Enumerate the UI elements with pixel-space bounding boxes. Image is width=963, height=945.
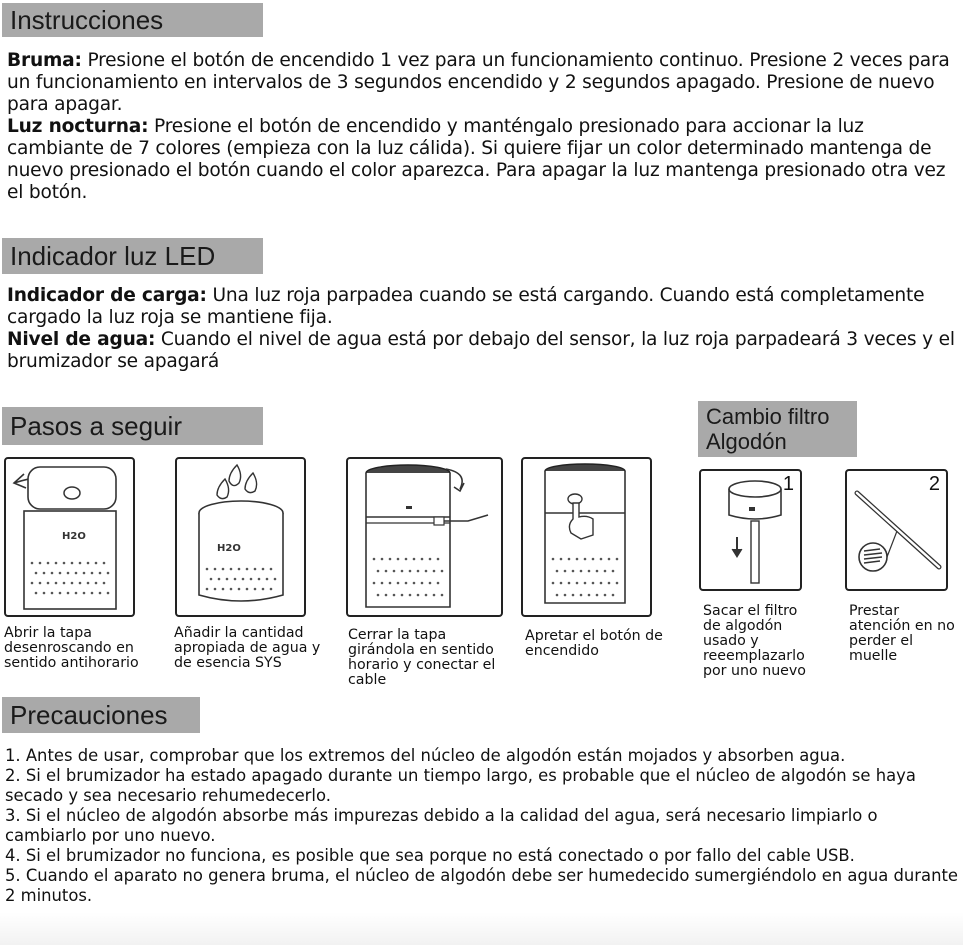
header-cambio-line2: Algodón bbox=[706, 429, 787, 454]
cotton-filter-icon bbox=[751, 521, 759, 583]
filter-1-line-3: usado y bbox=[703, 633, 759, 649]
filter-2-line-4: muelle bbox=[849, 648, 898, 664]
filter-1-line-2: de algodón bbox=[703, 618, 783, 634]
header-instrucciones bbox=[2, 3, 263, 37]
nivel-agua-label: Nivel de agua: bbox=[7, 329, 156, 350]
filter-panel-1 bbox=[699, 469, 802, 591]
header-pasos-text: Pasos a seguir bbox=[10, 411, 182, 441]
header-pasos bbox=[2, 407, 263, 445]
bruma-label: Bruma: bbox=[7, 50, 82, 71]
step-caption-2 bbox=[174, 626, 346, 671]
humidifier-open-lid-illustration bbox=[6, 459, 133, 615]
step-caption-1 bbox=[4, 626, 169, 671]
filter-step-number-1: 1 bbox=[782, 473, 794, 495]
precaution-4: 4. Si el brumizador no funciona, es posible que sea porque no está conectado o por fallo del cable USB. bbox=[5, 846, 855, 865]
remove-filter-illustration bbox=[701, 471, 800, 589]
filter-caption-1 bbox=[703, 604, 843, 679]
filter-2-line-3: perder el bbox=[849, 633, 914, 649]
precautions-list bbox=[5, 746, 960, 906]
spring-icon bbox=[859, 543, 887, 571]
bottom-fade bbox=[0, 912, 963, 945]
luz-nocturna-text: Presione el botón de encendido y manténgalo presionado para accionar la luz cambiante de 7 colores (empieza con la luz cálida). Si quiere fijar un color determinado mantenga de nuevo presionado el botón cuando el color aparezca. Para apagar la luz mantenga presionado otra vez el botón. bbox=[7, 116, 946, 203]
header-cambio-line1: Cambio filtro bbox=[706, 404, 830, 429]
filter-step-number-2: 2 bbox=[928, 473, 940, 495]
led-paragraph bbox=[7, 285, 959, 373]
step-4-line-1: Apretar el botón de bbox=[525, 628, 663, 644]
step-2-line-1: Añadir la cantidad bbox=[174, 625, 304, 641]
precaution-1: 1. Antes de usar, comprobar que los extremos del núcleo de algodón están mojados y absorben agua. bbox=[5, 746, 846, 765]
step-caption-3 bbox=[348, 628, 520, 688]
step-3-line-4: cable bbox=[348, 672, 387, 688]
header-cambio-filtro bbox=[698, 401, 857, 457]
spring-illustration bbox=[847, 471, 946, 589]
step-panel-1 bbox=[4, 457, 135, 617]
header-instrucciones-text: Instrucciones bbox=[10, 5, 164, 35]
h2o-label: H2O bbox=[62, 531, 86, 542]
step-panel-4 bbox=[521, 457, 652, 617]
luz-nocturna-label: Luz nocturna: bbox=[7, 116, 149, 137]
precaution-3: 3. Si el núcleo de algodón absorbe más impurezas debido a la calidad del agua, será necesario limpiarlo o cambiarlo por uno nuevo. bbox=[5, 806, 878, 845]
filter-1-line-4: reeemplazarlo bbox=[703, 648, 805, 664]
humidifier-press-button-illustration bbox=[523, 459, 650, 615]
header-precauciones-text: Precauciones bbox=[10, 700, 168, 730]
step-caption-4 bbox=[525, 629, 697, 659]
step-2-line-2: apropiada de agua y bbox=[174, 640, 321, 656]
instructions-paragraph bbox=[7, 50, 959, 204]
filter-2-line-2: atención en no bbox=[849, 618, 955, 634]
precaution-5: 5. Cuando el aparato no genera bruma, el núcleo de algodón debe ser humedecido sumergiéndolo en agua durante 2 minutos. bbox=[5, 866, 958, 905]
filter-panel-2 bbox=[845, 469, 948, 591]
header-precauciones bbox=[2, 697, 200, 733]
step-1-line-2: desenroscando en bbox=[4, 640, 134, 656]
humidifier-close-lid-illustration bbox=[348, 459, 501, 615]
step-3-line-3: horario y conectar el bbox=[348, 657, 496, 673]
header-indicador-led-text: Indicador luz LED bbox=[10, 241, 216, 271]
water-drop-icon bbox=[229, 465, 241, 486]
step-1-line-3: sentido antihorario bbox=[4, 655, 139, 671]
carga-text: Una luz roja parpadea cuando se está cargando. Cuando está completamente cargado la luz roja se mantiene fija. bbox=[7, 285, 925, 328]
step-panel-3 bbox=[346, 457, 503, 617]
bruma-text: Presione el botón de encendido 1 vez para un funcionamiento continuo. Presione 2 veces para un funcionamiento en intervalos de 3 segundos encendido y 2 segundos apagado. Presione de nuevo para apagar. bbox=[7, 50, 950, 115]
header-indicador-led bbox=[2, 238, 263, 274]
humidifier-add-water-illustration bbox=[177, 459, 304, 615]
step-3-line-1: Cerrar la tapa bbox=[348, 627, 447, 643]
step-4-line-2: encendido bbox=[525, 643, 599, 659]
nivel-agua-text: Cuando el nivel de agua está por debajo del sensor, la luz roja parpadeará 3 veces y el brumizador se apagará bbox=[7, 329, 955, 372]
filter-caption-2 bbox=[849, 604, 961, 664]
filter-1-line-5: por uno nuevo bbox=[703, 663, 806, 679]
step-1-line-1: Abrir la tapa bbox=[4, 625, 92, 641]
h2o-label-2: H2O bbox=[217, 543, 241, 554]
carga-label: Indicador de carga: bbox=[7, 285, 207, 306]
filter-2-line-1: Prestar bbox=[849, 603, 900, 619]
filter-1-line-1: Sacar el filtro bbox=[703, 603, 798, 619]
step-panel-2 bbox=[175, 457, 306, 617]
precaution-2: 2. Si el brumizador ha estado apagado durante un tiempo largo, es probable que el núcleo de algodón se haya secado y sea necesario rehumedecerlo. bbox=[5, 766, 916, 805]
step-3-line-2: girándola en sentido bbox=[348, 642, 494, 658]
step-2-line-3: de esencia SYS bbox=[174, 655, 282, 671]
